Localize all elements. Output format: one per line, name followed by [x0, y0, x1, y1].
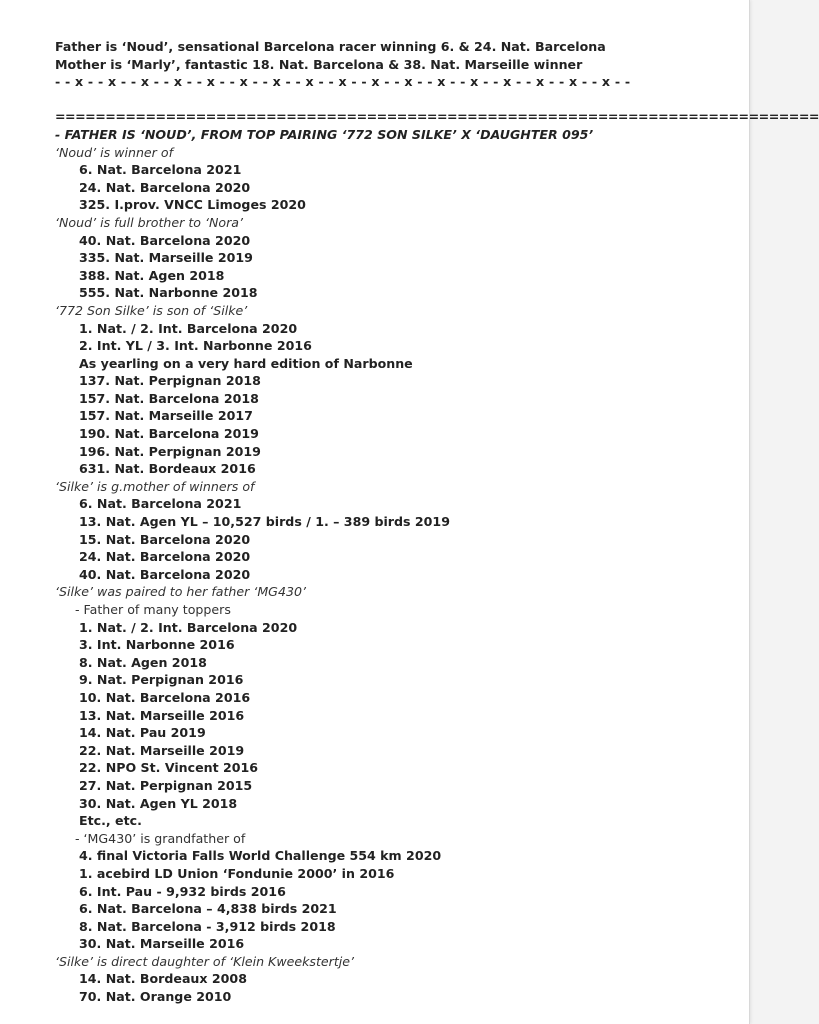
result-item: 6. Nat. Barcelona 2021 — [79, 162, 242, 178]
result-item: 8. Nat. Agen 2018 — [79, 654, 207, 670]
note-line: - ‘MG430’ is grandfather of — [75, 830, 246, 846]
result-item: 1. acebird LD Union ‘Fondunie 2000’ in 2016 — [79, 865, 395, 881]
result-item: 157. Nat. Barcelona 2018 — [79, 390, 259, 406]
subheading: ‘772 Son Silke’ is son of ‘Silke’ — [55, 302, 248, 318]
result-item: 24. Nat. Barcelona 2020 — [79, 179, 251, 195]
intro-line: Father is ‘Noud’, sensational Barcelona racer winning 6. & 24. Nat. Barcelona — [55, 39, 606, 54]
result-item: 27. Nat. Perpignan 2015 — [79, 777, 253, 793]
result-item: 190. Nat. Barcelona 2019 — [79, 426, 259, 442]
result-item: 40. Nat. Barcelona 2020 — [79, 232, 251, 248]
result-item: 30. Nat. Marseille 2016 — [79, 936, 245, 952]
subheading: ‘Noud’ is full brother to ‘Nora’ — [55, 214, 243, 230]
result-item: 40. Nat. Barcelona 2020 — [79, 566, 251, 582]
result-item: 1. Nat. / 2. Int. Barcelona 2020 — [79, 619, 298, 635]
result-item: 24. Nat. Barcelona 2020 — [79, 549, 251, 565]
result-item: 555. Nat. Narbonne 2018 — [79, 285, 258, 301]
blank-line — [55, 91, 718, 109]
intro-line: Mother is ‘Marly’, fantastic 18. Nat. Barcelona & 38. Nat. Marseille winner — [55, 56, 583, 72]
result-item: 6. Nat. Barcelona – 4,838 birds 2021 — [79, 901, 337, 917]
result-item: 2. Int. YL / 3. Int. Narbonne 2016 — [79, 338, 312, 354]
result-item: 8. Nat. Barcelona - 3,912 birds 2018 — [79, 918, 336, 934]
result-item: 13. Nat. Marseille 2016 — [79, 707, 245, 723]
result-item: 4. final Victoria Falls World Challenge 554 km 2020 — [79, 848, 442, 864]
section-heading: - FATHER IS ‘NOUD’, FROM TOP PAIRING ‘772 SON SILKE’ X ‘DAUGHTER 095’ — [55, 126, 594, 142]
result-item: 631. Nat. Bordeaux 2016 — [79, 461, 256, 477]
result-item: 10. Nat. Barcelona 2016 — [79, 689, 251, 705]
result-item: 22. Nat. Marseille 2019 — [79, 742, 245, 758]
result-item: 70. Nat. Orange 2010 — [79, 989, 232, 1005]
pedigree-text — [55, 38, 819, 1006]
result-item: 388. Nat. Agen 2018 — [79, 267, 225, 283]
subheading: ‘Silke’ is g.mother of winners of — [55, 478, 255, 494]
result-item: 3. Int. Narbonne 2016 — [79, 637, 235, 653]
result-item: 14. Nat. Pau 2019 — [79, 725, 206, 741]
subheading: ‘Noud’ is winner of — [55, 144, 174, 160]
note-line: - Father of many toppers — [75, 602, 231, 617]
result-item: 13. Nat. Agen YL – 10,527 birds / 1. – 389 birds 2019 — [79, 514, 450, 530]
result-item: 6. Int. Pau - 9,932 birds 2016 — [79, 883, 286, 899]
dash-separator: - - x - - x - - x - - x - - x - - x - - x - - x - - x - - x - - x - - x - - x - - x - - x - - x - - x - - — [55, 74, 631, 90]
result-item: 30. Nat. Agen YL 2018 — [79, 795, 238, 811]
result-item: 15. Nat. Barcelona 2020 — [79, 531, 251, 547]
equals-separator: ============================================================================ — [55, 109, 819, 125]
result-item: 9. Nat. Perpignan 2016 — [79, 672, 244, 688]
result-item: 335. Nat. Marseille 2019 — [79, 250, 253, 266]
result-item: As yearling on a very hard edition of Narbonne — [79, 355, 413, 371]
result-item: 1. Nat. / 2. Int. Barcelona 2020 — [79, 320, 298, 336]
result-item: 157. Nat. Marseille 2017 — [79, 408, 253, 424]
result-item: 325. I.prov. VNCC Limoges 2020 — [79, 197, 306, 213]
result-item: Etc., etc. — [79, 813, 142, 829]
result-item: 137. Nat. Perpignan 2018 — [79, 373, 261, 389]
subheading: ‘Silke’ was paired to her father ‘MG430’ — [55, 584, 306, 600]
subheading: ‘Silke’ is direct daughter of ‘Klein Kweekstertje’ — [55, 953, 355, 969]
result-item: 196. Nat. Perpignan 2019 — [79, 443, 261, 459]
result-item: 22. NPO St. Vincent 2016 — [79, 760, 259, 776]
result-item: 14. Nat. Bordeaux 2008 — [79, 971, 247, 987]
result-item: 6. Nat. Barcelona 2021 — [79, 496, 242, 512]
